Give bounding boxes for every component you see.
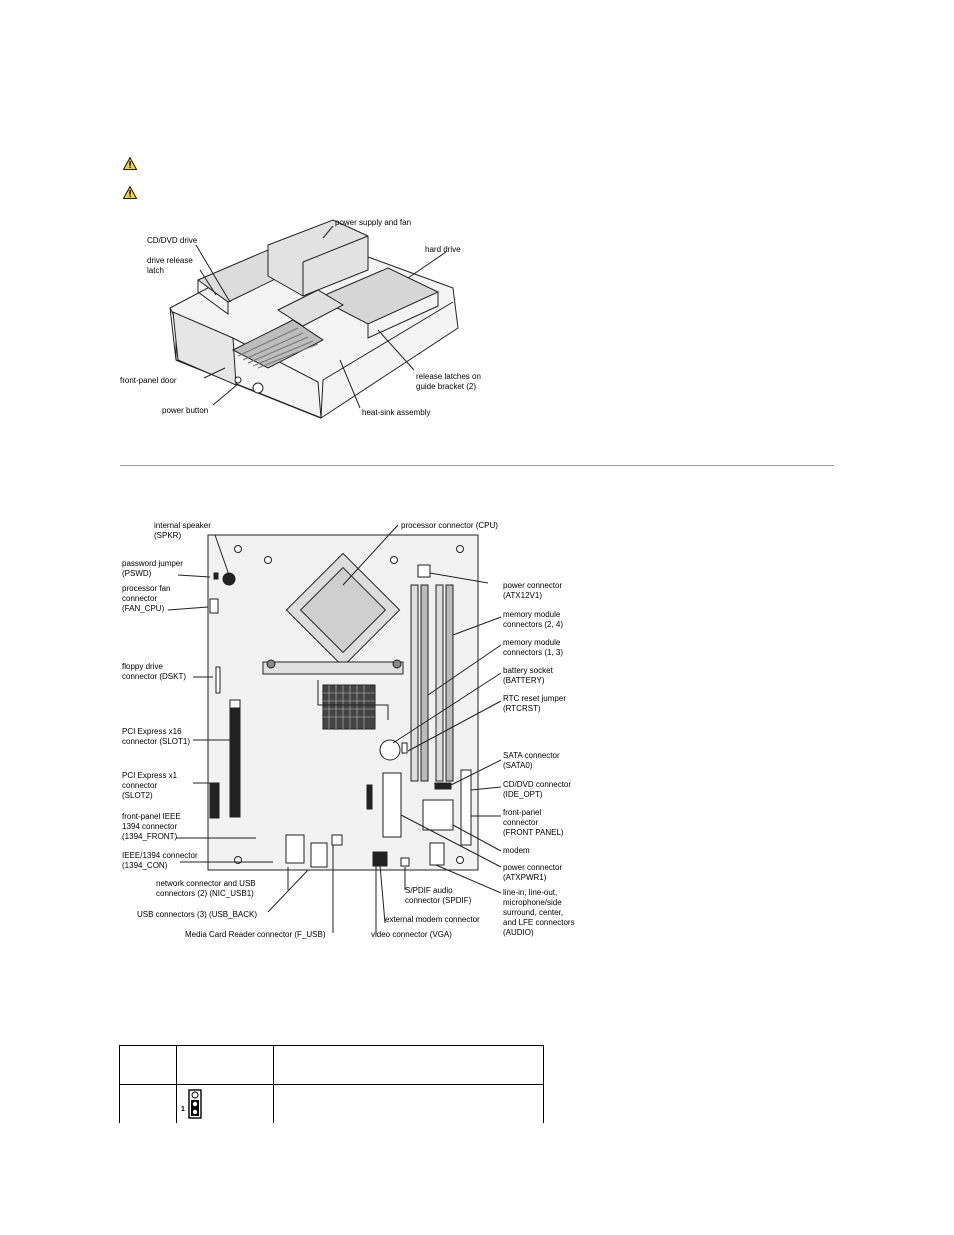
label-drive-release-latch: drive release latch: [147, 256, 193, 275]
label-sata: SATA connector (SATA0): [503, 751, 560, 770]
label-front-panel: front-panel connector (FRONT PANEL): [503, 808, 564, 837]
label-heat-sink: heat-sink assembly: [362, 408, 431, 417]
warning-icon: [123, 157, 137, 170]
table-row: [120, 1085, 544, 1124]
label-atxpwr: power connector (ATXPWR1): [503, 863, 563, 882]
label-1394-con: IEEE/1394 connector (1394_CON): [122, 851, 198, 870]
label-hard-drive: hard drive: [425, 245, 461, 254]
warning-icon: [123, 186, 137, 199]
table-cell: [120, 1085, 177, 1124]
label-power-supply-fan: power supply and fan: [335, 218, 412, 227]
label-battery: battery socket (BATTERY): [503, 666, 553, 685]
label-audio: line-in, line-out, microphone/side surround, center, and LFE connectors (AUDIO): [503, 888, 575, 937]
computer-interior-figure: [118, 210, 481, 435]
label-pswd: password jumper (PSWD): [122, 559, 183, 578]
table-cell: [177, 1085, 274, 1124]
label-mem-24: memory module connectors (2, 4): [503, 610, 564, 629]
label-spkr: internal speaker (SPKR): [154, 521, 211, 540]
table-cell: [274, 1085, 544, 1124]
jumper-pin-label: 1: [181, 1106, 185, 1113]
label-front-panel-door: front-panel door: [120, 376, 177, 385]
label-power-button: power button: [162, 406, 209, 415]
label-fan-cpu: processor fan connector (FAN_CPU): [122, 584, 171, 613]
jumper-table: [119, 1045, 544, 1123]
label-cpu: processor connector (CPU): [401, 521, 498, 530]
label-release-latches: release latches on guide bracket (2): [416, 372, 481, 391]
system-board-figure: [118, 515, 588, 955]
label-spdif: S/PDIF audio connector (SPDIF): [405, 886, 472, 905]
section-divider: [120, 465, 834, 466]
label-ext-modem: external modem connector: [385, 915, 480, 924]
label-f-usb: Media Card Reader connector (F_USB): [185, 930, 326, 939]
table-cell: [177, 1046, 274, 1085]
label-front-1394: front-panel IEEE 1394 connector (1394_FRONT): [122, 812, 181, 841]
label-modem: modem: [503, 846, 530, 855]
label-nic-usb: network connector and USB connectors (2) (NIC_USB1): [156, 879, 256, 898]
label-slot1: PCI Express x16 connector (SLOT1): [122, 727, 191, 746]
label-cd-dvd-drive: CD/DVD drive: [147, 236, 198, 245]
table-cell: [274, 1046, 544, 1085]
label-slot2: PCI Express x1 connector (SLOT2): [122, 771, 178, 800]
table-header-row: [120, 1046, 544, 1085]
jumper-pin-icon: [181, 1089, 211, 1119]
label-atx12v: power connector (ATX12V1): [503, 581, 563, 600]
label-dskt: floppy drive connector (DSKT): [122, 662, 187, 681]
label-usb-back: USB connectors (3) (USB_BACK): [137, 910, 258, 919]
label-vga: video connector (VGA): [371, 930, 452, 939]
label-ide: CD/DVD connector (IDE_OPT): [503, 780, 572, 799]
label-rtcrst: RTC reset jumper (RTCRST): [503, 694, 566, 713]
label-mem-13: memory module connectors (1, 3): [503, 638, 564, 657]
table-cell: [120, 1046, 177, 1085]
